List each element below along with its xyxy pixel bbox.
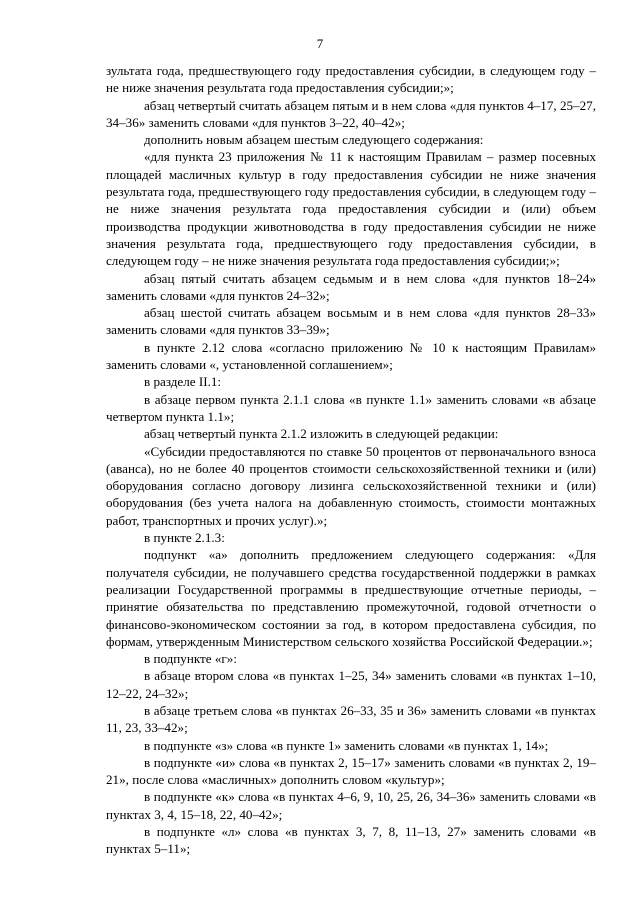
paragraph-17: в подпункте «з» слова «в пункте 1» заменить словами «в пунктах 1, 14»; [144,737,549,753]
paragraph-16: в абзаце третьем слова «в пунктах 26–33, 35 и 36» заменить словами «в пунктах 11, 23, 33–42»; [106,702,596,736]
paragraph-9: в абзаце первом пункта 2.1.1 слова «в пункте 1.1» заменить словами «в абзаце четвертом пункта 1.1»; [106,391,596,424]
page-number: 7 [316,36,324,51]
paragraph-7: в пункте 2.12 слова «согласно приложению № 10 к настоящим Правилам» заменить словами «, установленной соглашением»; [106,339,596,373]
paragraph-12: в пункте 2.1.3: [144,530,225,546]
paragraph-19: в подпункте «к» слова «в пунктах 4–6, 9, 10, 25, 26, 34–36» заменить словами «в пунктах 3, 4, 15–18, 22, 40–42»; [106,789,596,822]
document-body [106,62,596,858]
paragraph-8: в разделе II.1: [144,374,222,390]
paragraph-2: абзац четвертый считать абзацем пятым и в нем слова «для пунктов 4–17, 25–27, 34–36» заменить словами «для пунктов 3–22, 40–42»; [106,97,596,130]
paragraph-13: подпункт «а» дополнить предложением следующего содержания: «Для получателя субсидии, не получавшего средства государственной поддержки в рамках реализации Государственной программы в предшествующие отчетные периоды, – принятие обязательства по представлению промежуточной, годовой отчетности о финансово-экономическом состоянии за год, в котором предоставлена субсидия, по формам, утвержденным Министерством сельского хозяйства Российской Федерации.»; [106,547,596,649]
paragraph-14: в подпункте «г»: [144,651,237,667]
paragraph-3: дополнить новым абзацем шестым следующего содержания: [144,132,484,148]
paragraph-6: абзац шестой считать абзацем восьмым и в нем слова «для пунктов 28–33» заменить словами «для пунктов 33–39»; [106,305,596,338]
paragraph-5: абзац пятый считать абзацем седьмым и в нем слова «для пунктов 18–24» заменить словами «для пунктов 24–32»; [106,270,596,303]
paragraph-1: зультата года, предшествующего году предоставления субсидии, в следующем году – не ниже значения результата года предоставления субсидии;»; [106,63,596,96]
paragraph-10: абзац четвертый пункта 2.1.2 изложить в следующей редакции: [144,426,499,442]
paragraph-20: в подпункте «л» слова «в пунктах 3, 7, 8, 11–13, 27» заменить словами «в пунктах 5–11»; [106,824,596,857]
paragraph-18: в подпункте «и» слова «в пунктах 2, 15–17» заменить словами «в пунктах 2, 19–21», после слова «масличных» дополнить словом «культур»; [106,754,596,788]
paragraph-15: в абзаце втором слова «в пунктах 1–25, 34» заменить словами «в пунктах 1–10, 12–22, 24–32»; [106,668,596,701]
paragraph-11: «Субсидии предоставляются по ставке 50 процентов от первоначального взноса (аванса), но не более 40 процентов стоимости сельскохозяйственной техники и (или) оборудования согласно договору лизинга сельскохозяйственной техники и (или) оборудования (без учета налога на добавленную стоимость, стоимости монтажных работ, транспортных и прочих услуг).»; [106,443,596,528]
paragraph-4: «для пункта 23 приложения № 11 к настоящим Правилам – размер посевных площадей масличных культур в году предоставления субсидии не ниже значения результата года, предшествующего году предоставления субсидии, в следующем году – не ниже значения результата года предоставления субсидии и (или) объем производства продукции животноводства в году предоставления субсидии не ниже значения результата года, предшествующего году предоставления субсидии, в следующем году – не ниже значения результата года предоставления субсидии;»; [106,149,596,269]
